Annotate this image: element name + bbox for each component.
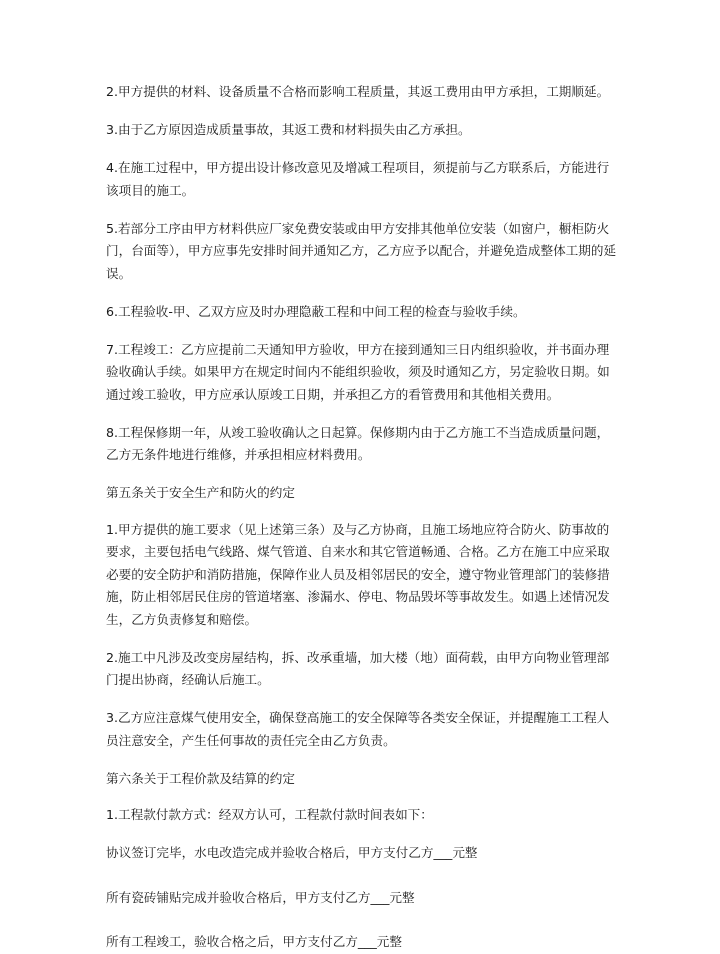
- clause-2-paragraph: 2.甲方提供的材料、设备质量不合格而影响工程质量，其返工费用由甲方承担，工期顺延。: [106, 84, 610, 99]
- safety-clause-1-paragraph: 1.甲方提供的施工要求（见上述第三条）及与乙方协商，且施工场地应符合防火、防事故的要求，主要包括电气线路、煤气管道、自来水和其它管道畅通、合格。乙方在施工中应采取必要的安全防护和消防措施，保障作业人员及相邻居民的安全，遵守物业管理部门的装修措施，防止相邻居民住房的管道堵塞、渗漏水、停电、物品毁坏等事故发生。如遇上述情况发生，乙方负责修复和赔偿。: [106, 521, 610, 627]
- clause-5-paragraph: 5.若部分工序由甲方材料供应厂家免费安装或由甲方安排其他单位安装（如窗户，橱柜防火门，台面等），甲方应事先安排时间并通知乙方，乙方应予以配合，并避免造成整体工期的延误。: [106, 220, 617, 281]
- clause-7-paragraph: 7.工程竣工：乙方应提前二天通知甲方验收，甲方在接到通知三日内组织验收，并书面办理验收确认手续。如果甲方在规定时间内不能组织验收，须及时通知乙方，另定验收日期。如通过竣工验收，甲方应承认原竣工日期，并承担乙方的看管费用和其他相关费用。: [106, 341, 610, 402]
- payment-schedule-item-3: 所有工程竣工，验收合格之后，甲方支付乙方___元整: [106, 934, 402, 949]
- clause-3-paragraph: 3.由于乙方原因造成质量事故，其返工费和材料损失由乙方承担。: [106, 122, 471, 137]
- section-5-heading: 第五条关于安全生产和防火的约定: [106, 485, 295, 500]
- payment-schedule-item-1: 协议签订完毕，水电改造完成并验收合格后，甲方支付乙方___元整: [106, 845, 478, 860]
- section-6-heading: 第六条关于工程价款及结算的约定: [106, 770, 295, 786]
- safety-clause-2-paragraph: 2.施工中凡涉及改变房屋结构，拆、改承重墙，加大楼（地）面荷载，由甲方向物业管理部门提出协商，经确认后施工。: [106, 649, 610, 687]
- clause-4-paragraph: 4.在施工过程中，甲方提出设计修改意见及增减工程项目，须提前与乙方联系后，方能进行该项目的施工。: [106, 160, 610, 198]
- clause-8-paragraph: 8.工程保修期一年，从竣工验收确认之日起算。保修期内由于乙方施工不当造成质量问题，乙方无条件地进行维修，并承担相应材料费用。: [106, 424, 610, 462]
- payment-clause-1-paragraph: 1.工程款付款方式：经双方认可，工程款付款时间表如下：: [106, 807, 433, 822]
- payment-schedule-item-2: 所有瓷砖铺贴完成并验收合格后，甲方支付乙方___元整: [106, 889, 415, 905]
- safety-clause-3-paragraph: 3.乙方应注意煤气使用安全，确保登高施工的安全保障等各类安全保证，并提醒施工工程人员注意安全，产生任何事故的责任完全由乙方负责。: [106, 710, 610, 748]
- clause-6-paragraph: 6.工程验收-甲、乙双方应及时办理隐蔽工程和中间工程的检查与验收手续。: [106, 303, 526, 319]
